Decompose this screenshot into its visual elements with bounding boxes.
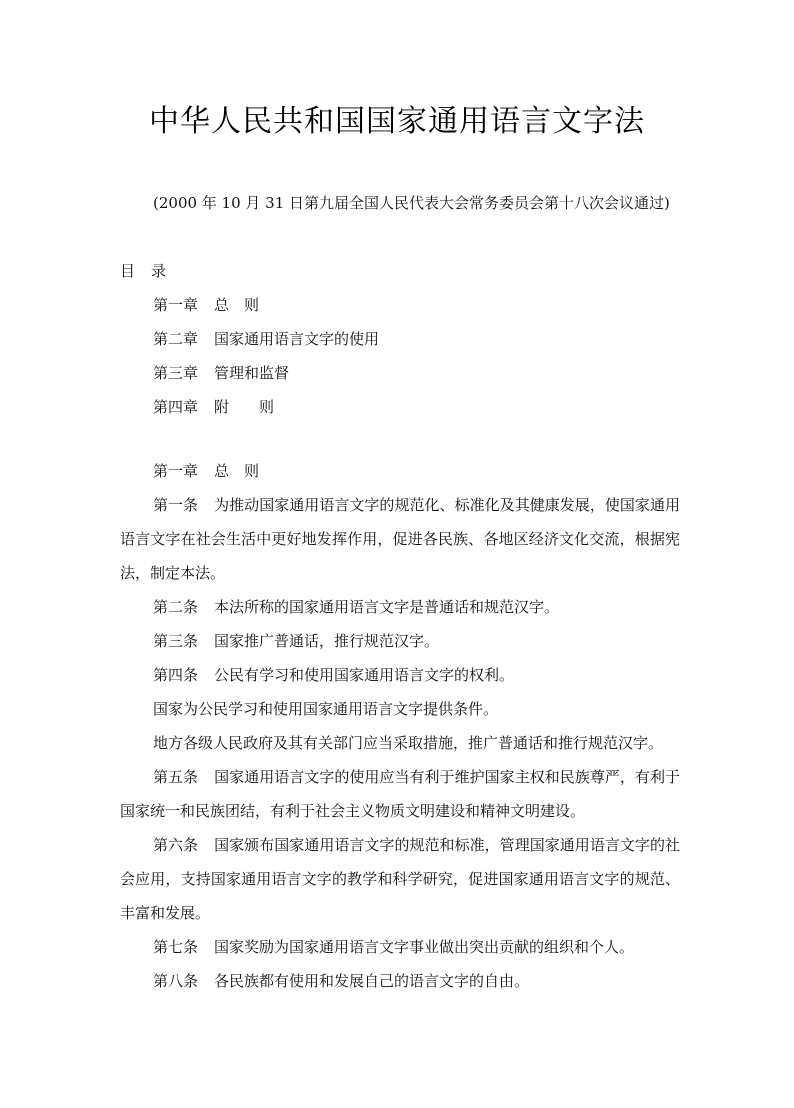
toc-chapter-number: 第三章 xyxy=(153,364,199,382)
article-paragraph xyxy=(120,964,680,998)
article-text: 本法所称的国家通用语言文字是普通话和规范汉字。 xyxy=(214,598,560,616)
article-subparagraph: 国家为公民学习和使用国家通用语言文字提供条件。 xyxy=(153,700,499,718)
article-paragraph xyxy=(120,658,680,692)
article-text: 国家通用语言文字的使用应当有利于维护国家主权和民族尊严，有利于国家统一和民族团结，有利于社会主义物质文明建设和精神文明建设。 xyxy=(120,768,680,820)
article-number: 第四条 xyxy=(153,666,199,684)
article-number: 第六条 xyxy=(153,836,199,854)
toc-item xyxy=(120,390,680,424)
article-text: 国家奖励为国家通用语言文字事业做出突出贡献的组织和个人。 xyxy=(214,938,635,956)
article-number: 第三条 xyxy=(153,632,199,650)
chapter-name: 总 则 xyxy=(214,462,260,480)
article-text: 国家推广普通话，推行规范汉字。 xyxy=(214,632,440,650)
article-number: 第一条 xyxy=(153,496,199,514)
article-number: 第七条 xyxy=(153,938,199,956)
chapter-heading xyxy=(120,454,680,488)
toc-heading xyxy=(120,254,680,288)
article-paragraph xyxy=(120,488,680,590)
toc-heading-char-2: 录 xyxy=(151,262,167,280)
article-text: 国家颁布国家通用语言文字的规范和标准，管理国家通用语言文字的社会应用，支持国家通用语言文字的教学和科学研究，促进国家通用语言文字的规范、丰富和发展。 xyxy=(120,836,680,922)
toc-chapter-name: 国家通用语言文字的使用 xyxy=(214,330,380,348)
toc-chapter-number: 第二章 xyxy=(153,330,199,348)
toc-chapter-name: 管理和监督 xyxy=(214,364,290,382)
toc-heading-char-1: 目 xyxy=(120,262,136,280)
article-paragraph xyxy=(120,590,680,624)
article-paragraph xyxy=(120,930,680,964)
article-text: 各民族都有使用和发展自己的语言文字的自由。 xyxy=(214,972,530,990)
adoption-note: (2000 年 10 月 31 日第九届全国人民代表大会常务委员会第十八次会议通过) xyxy=(153,194,670,212)
article-paragraph xyxy=(120,624,680,658)
article-number: 第五条 xyxy=(153,768,199,786)
toc-chapter-number: 第一章 xyxy=(153,296,199,314)
toc-chapter-number: 第四章 xyxy=(153,398,199,416)
toc-item xyxy=(120,322,680,356)
toc-chapter-name: 附 则 xyxy=(214,398,275,416)
chapter-number: 第一章 xyxy=(153,462,199,480)
toc-chapter-name: 总 则 xyxy=(214,296,260,314)
article-number: 第二条 xyxy=(153,598,199,616)
toc-item xyxy=(120,288,680,322)
document-body xyxy=(120,186,680,998)
article-number: 第八条 xyxy=(153,972,199,990)
article-paragraph xyxy=(120,760,680,828)
article-subparagraph: 地方各级人民政府及其有关部门应当采取措施，推广普通话和推行规范汉字。 xyxy=(153,734,664,752)
toc-item xyxy=(120,356,680,390)
article-paragraph xyxy=(120,828,680,930)
document-title: 中华人民共和国国家通用语言文字法 xyxy=(149,104,645,139)
article-text: 为推动国家通用语言文字的规范化、标准化及其健康发展，使国家通用语言文字在社会生活中更好地发挥作用，促进各民族、各地区经济文化交流，根据宪法，制定本法。 xyxy=(120,496,680,582)
article-text: 公民有学习和使用国家通用语言文字的权利。 xyxy=(214,666,515,684)
